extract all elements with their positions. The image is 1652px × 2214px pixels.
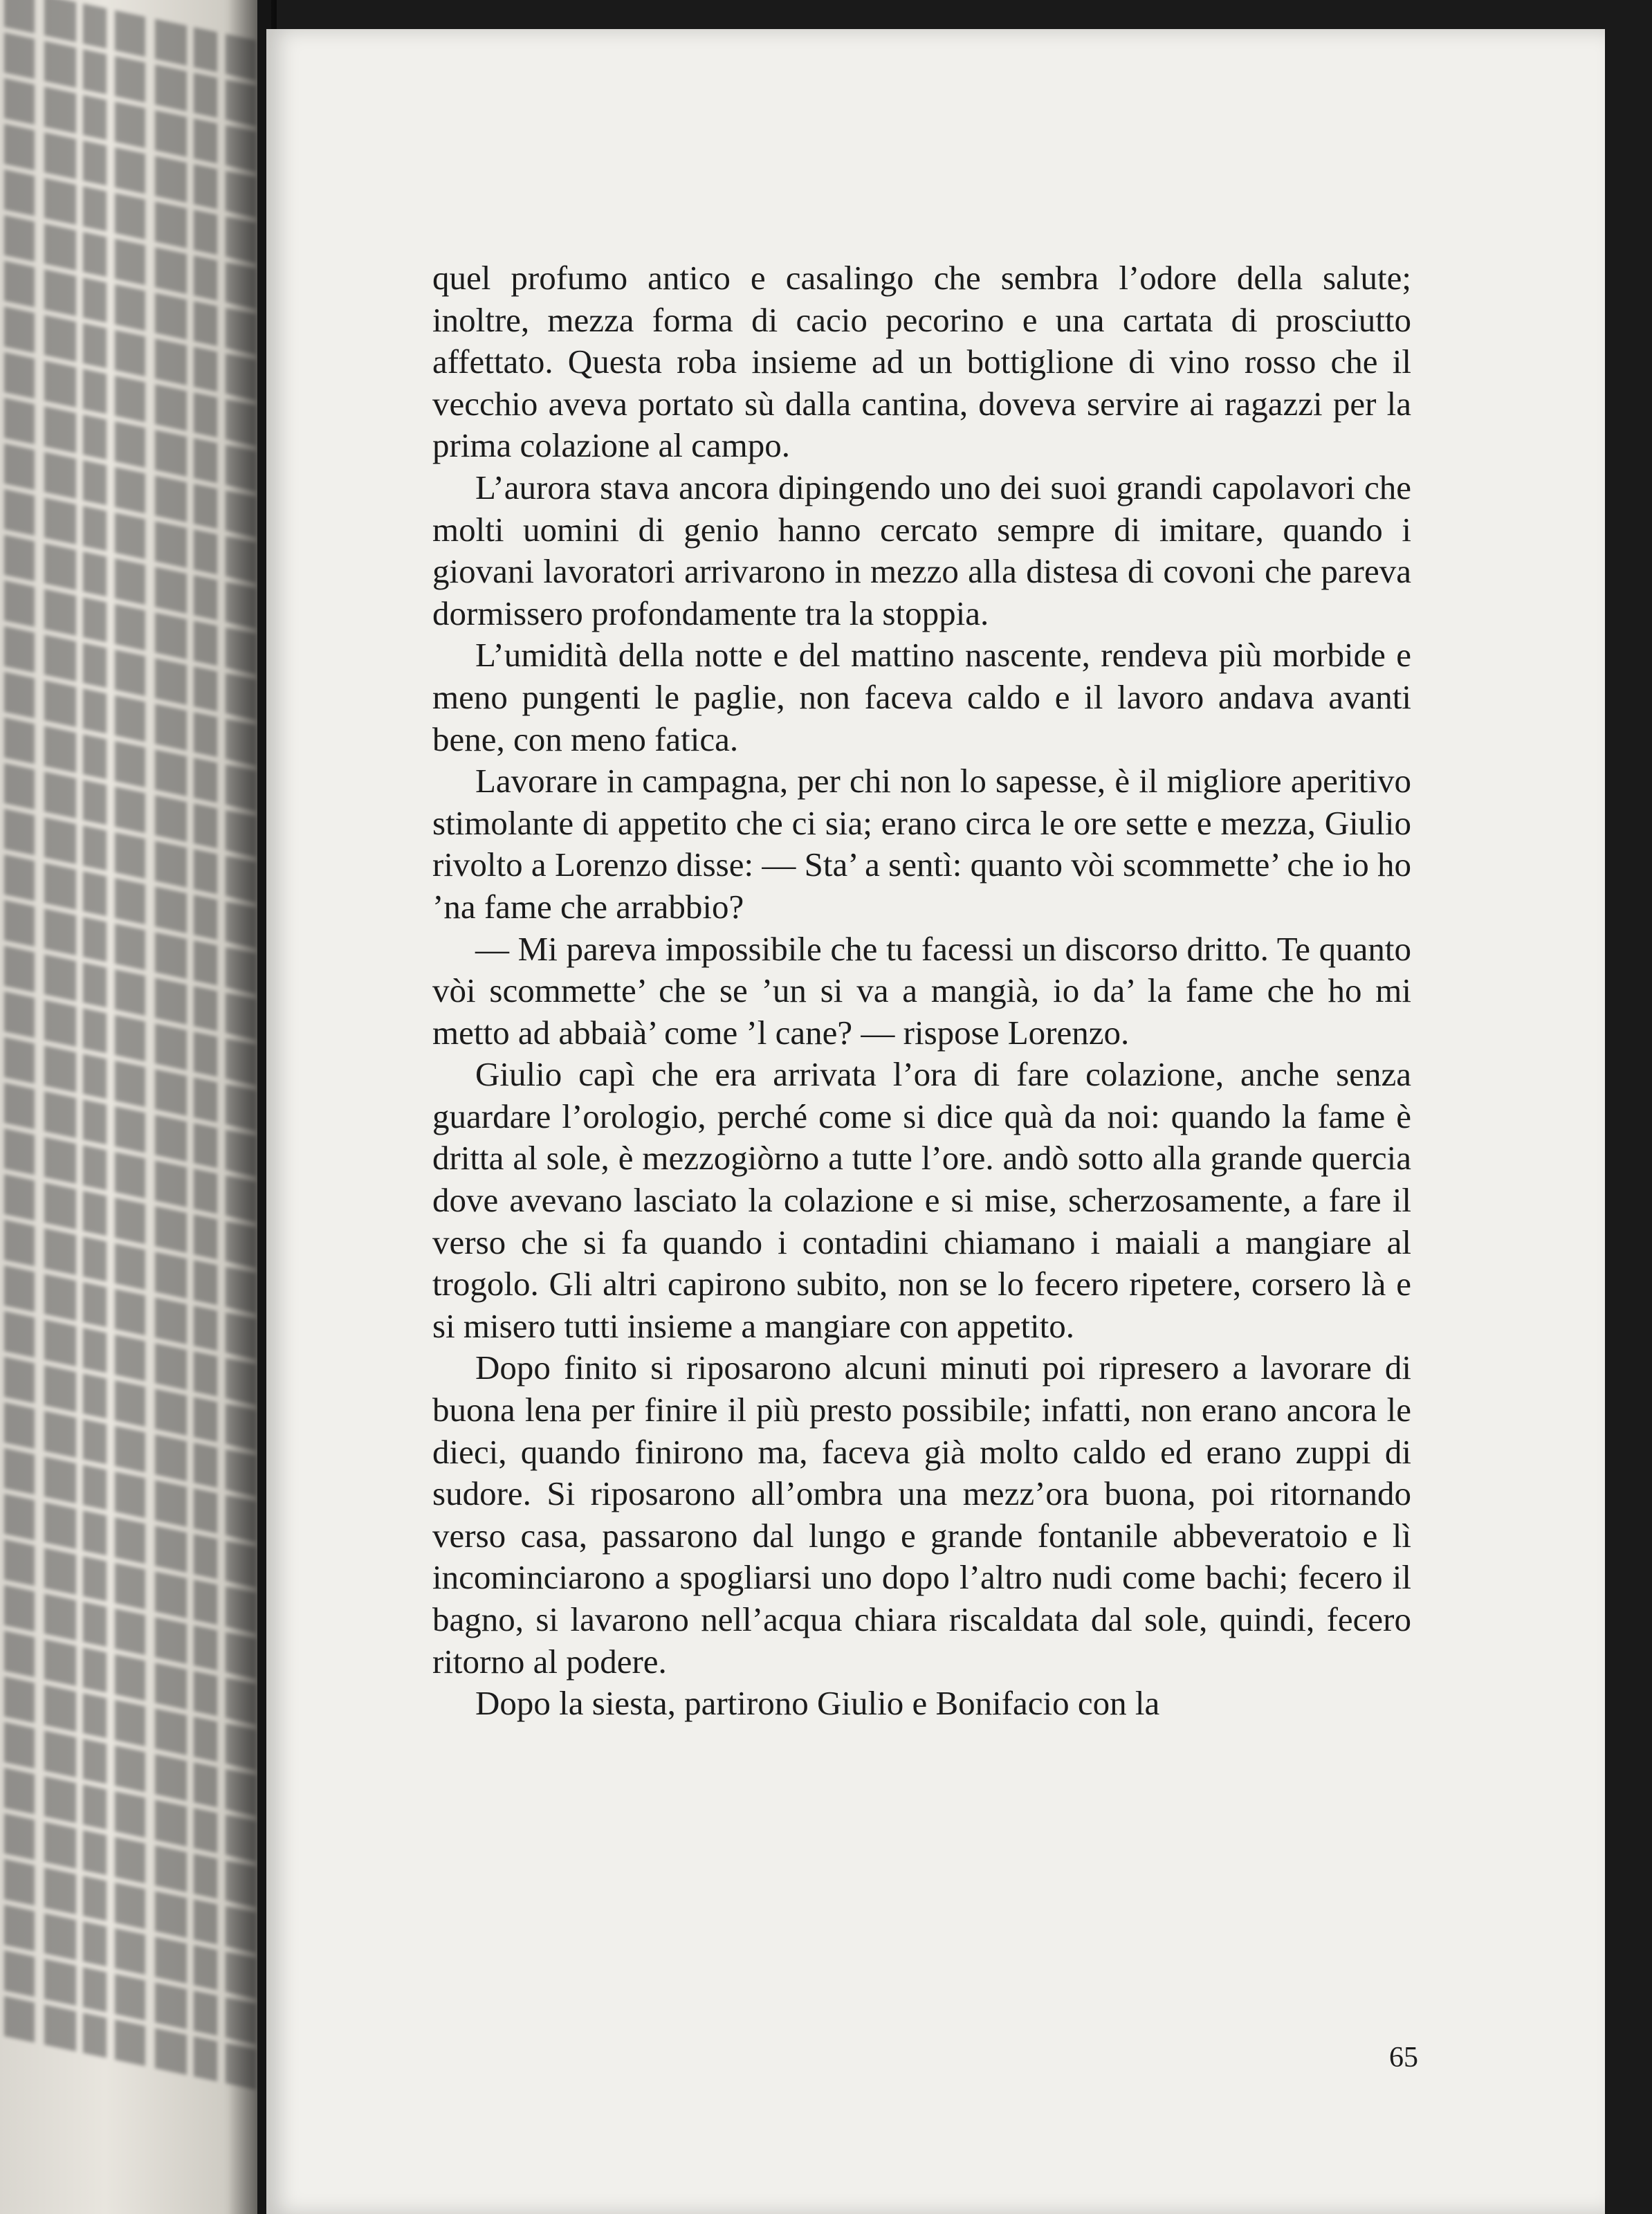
book-page xyxy=(266,29,1605,2214)
paragraph-7: Dopo finito si riposarono alcuni minuti poi ripresero a lavorare di buona lena per finire il più presto possibile; infatti, non erano ancora le dieci, quando finirono ma, faceva già molto caldo ed erano zuppi di sudore. Si riposarono all’ombra una mezz’ora buona, poi ritornando verso casa, passarono dal lungo e grande fontanile abbeveratoio e lì incominciarono a spogliarsi uno dopo l’altro nudi come bachi; fecero il bagno, si lavarono nell’acqua chiara riscaldata dal sole, quindi, fecero ritorno al podere. xyxy=(432,1348,1411,1681)
paragraph-6: Giulio capì che era arrivata l’ora di fare colazione, anche senza guardare l’orologio, perché come si dice quà da noi: quando la fame è dritta al sole, è mezzogiòrno a tutte l’ore. andò sotto alla grande quercia dove avevano lasciato la colazione e si mise, scherzosamente, a fare il verso che si fa quando i contadini chiamano i maiali a mangiare al trogolo. Gli altri capirono subito, non se lo fecero ripetere, corsero là e si misero tutti insieme a mangiare con appetito. xyxy=(432,1055,1411,1345)
body-text xyxy=(432,257,1411,1725)
page-number: 65 xyxy=(1389,2042,1418,2074)
paragraph-3: L’umidità della notte e del mattino nascente, rendeva più morbide e meno pungenti le paglie, non faceva caldo e il lavoro andava avanti bene, con meno fatica. xyxy=(432,636,1411,758)
blurred-text-lines xyxy=(0,14,263,2214)
paragraph-4: Lavorare in campagna, per chi non lo sapesse, è il migliore aperitivo stimolante di appetito che ci sia; erano circa le ore sette e mezza, Giulio rivolto a Lorenzo disse: — Sta’ a sentì: quanto vòi scommette’ che io ho ’na fame che arrabbio? xyxy=(432,762,1411,926)
paragraph-5: — Mi pareva impossibile che tu facessi un discorso dritto. Te quanto vòi scommette’ che se ’un si va a mangià, io da’ la fame che ho mi metto ad abbaià’ come ’l cane? — rispose Lorenzo. xyxy=(432,929,1411,1052)
paragraph-8: Dopo la siesta, partirono Giulio e Bonifacio con la xyxy=(475,1684,1160,1723)
paragraph-1: quel profumo antico e casalingo che sembra l’odore della salute; inoltre, mezza forma di cacio pecorino e una cartata di prosciutto affettato. Questa roba insieme ad un bottiglione di vino rosso che il vecchio aveva portato sù dalla cantina, doveva servire ai ragazzi per la prima colazione al campo. xyxy=(432,259,1411,465)
facing-page-blurred xyxy=(0,0,263,2214)
paragraph-2: L’aurora stava ancora dipingendo uno dei suoi grandi capolavori che molti uomini di genio hanno cercato sempre di imitare, quando i giovani lavoratori arrivarono in mezzo alla distesa di covoni che pareva dormissero profondamente tra la stoppia. xyxy=(432,468,1411,632)
